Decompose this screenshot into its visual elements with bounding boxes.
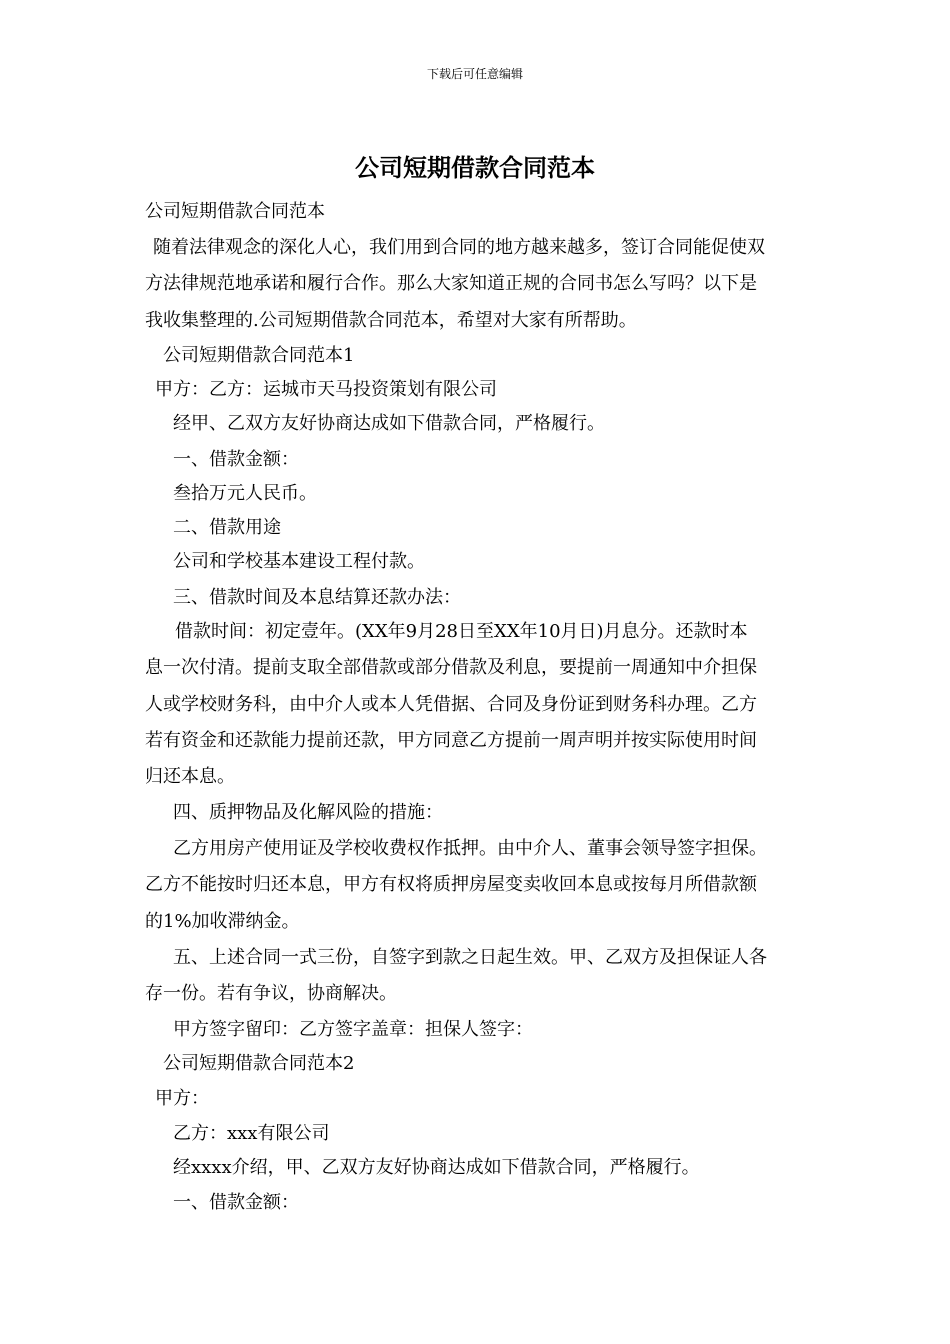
section-heading-2: 公司短期借款合同范本2 xyxy=(163,1053,355,1074)
document-title: 公司短期借款合同范本 xyxy=(355,153,595,182)
clause-heading-term: 三、借款时间及本息结算还款办法： xyxy=(173,587,461,608)
clause-text-copies-1: 五、上述合同一式三份，自签字到款之日起生效。甲、乙双方及担保证人各 xyxy=(173,947,767,968)
agreement-line-2: 经xxxx介绍，甲、乙双方友好协商达成如下借款合同，严格履行。 xyxy=(173,1157,700,1178)
party-a-line: 甲方： xyxy=(155,1088,209,1109)
clause-text-collateral-3: 的1%加收滞纳金。 xyxy=(145,911,300,932)
intro-line-1: 随着法律观念的深化人心，我们用到合同的地方越来越多，签订合同能促使双 xyxy=(153,237,765,258)
clause-heading-purpose: 二、借款用途 xyxy=(173,517,281,538)
clause-heading-amount: 一、借款金额： xyxy=(173,449,299,470)
clause-heading-amount-2: 一、借款金额： xyxy=(173,1192,299,1213)
clause-text-term-1: 借款时间：初定壹年。(XX年9月28日至XX年10月日)月息分。还款时本 xyxy=(175,621,748,642)
subtitle-line: 公司短期借款合同范本 xyxy=(145,201,325,222)
agreement-line: 经甲、乙双方友好协商达成如下借款合同，严格履行。 xyxy=(173,413,605,434)
clause-text-term-2: 息一次付清。提前支取全部借款或部分借款及利息，要提前一周通知中介担保 xyxy=(145,657,757,678)
signature-line: 甲方签字留印：乙方签字盖章：担保人签字： xyxy=(173,1019,533,1040)
clause-text-term-5: 归还本息。 xyxy=(145,766,235,787)
parties-line: 甲方：乙方：运城市天马投资策划有限公司 xyxy=(155,379,497,400)
header-note: 下载后可任意编辑 xyxy=(426,67,523,81)
intro-line-3: 我收集整理的.公司短期借款合同范本，希望对大家有所帮助。 xyxy=(145,310,637,331)
clause-text-term-4: 若有资金和还款能力提前还款，甲方同意乙方提前一周声明并按实际使用时间 xyxy=(145,730,757,751)
clause-text-collateral-1: 乙方用房产使用证及学校收费权作抵押。由中介人、董事会领导签字担保。 xyxy=(173,838,767,859)
clause-text-term-3: 人或学校财务科，由中介人或本人凭借据、合同及身份证到财务科办理。乙方 xyxy=(145,694,757,715)
clause-heading-collateral: 四、质押物品及化解风险的措施： xyxy=(173,802,443,823)
clause-text-copies-2: 存一份。若有争议，协商解决。 xyxy=(145,983,397,1004)
clause-text-purpose: 公司和学校基本建设工程付款。 xyxy=(173,551,425,572)
party-b-line: 乙方：xxx有限公司 xyxy=(173,1123,330,1144)
clause-text-amount: 叁拾万元人民币。 xyxy=(173,483,317,504)
section-heading-1: 公司短期借款合同范本1 xyxy=(163,345,355,366)
clause-text-collateral-2: 乙方不能按时归还本息，甲方有权将质押房屋变卖收回本息或按每月所借款额 xyxy=(145,874,757,895)
intro-line-2: 方法律规范地承诺和履行合作。那么大家知道正规的合同书怎么写吗？以下是 xyxy=(145,273,757,294)
